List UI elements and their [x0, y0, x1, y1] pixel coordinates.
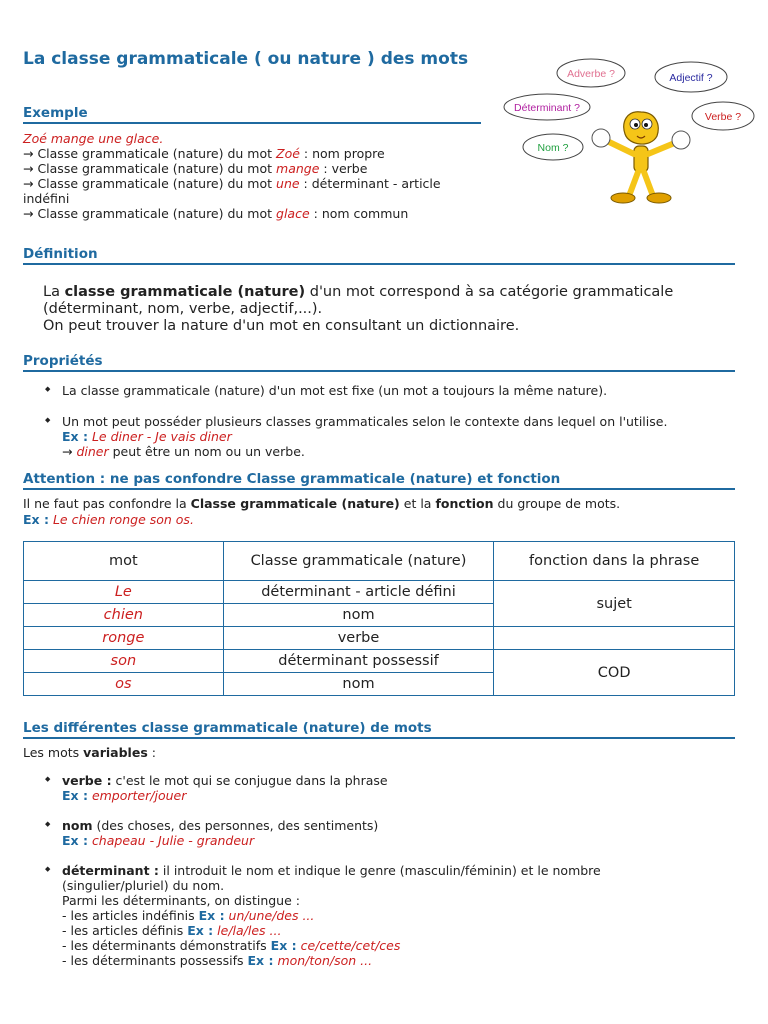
verbe-example: Ex : emporter/jouer — [62, 788, 187, 803]
determinant-line-3: Parmi les déterminants, on distingue : — [62, 893, 300, 908]
table-header: mot — [24, 542, 224, 581]
page-title: La classe grammaticale ( ou nature ) des mots — [23, 49, 469, 69]
bubble-adjectif — [655, 62, 727, 92]
determinant-subitem: - les déterminants démonstratifs Ex : ce/cette/cet/ces — [62, 938, 401, 953]
definition-line-1: La classe grammaticale (nature) d'un mot correspond à sa catégorie grammaticale — [43, 284, 674, 300]
attention-heading: Attention : ne pas confondre Classe grammaticale (nature) et fonction — [23, 471, 735, 490]
bubble-verbe-label: Verbe ? — [704, 111, 742, 123]
table-cell-fonction-empty — [494, 627, 735, 650]
determinant-line-2: (singulier/pluriel) du nom. — [62, 878, 225, 893]
nom-item: nom (des choses, des personnes, des sentiments) — [62, 818, 379, 833]
exemple-sentence: Zoé mange une glace. — [23, 131, 164, 146]
determinant-subitem: - les déterminants possessifs Ex : mon/ton/son ... — [62, 953, 373, 968]
exemple-line: → Classe grammaticale (nature) du mot mange : verbe — [23, 161, 368, 176]
determinant-subitem: - les articles définis Ex : le/la/les ... — [62, 923, 282, 938]
exemple-line-wrap: indéfini — [23, 191, 70, 206]
table-cell-mot: Le — [24, 581, 224, 604]
grammar-table — [23, 541, 735, 696]
exemple-heading: Exemple — [23, 105, 481, 124]
determinant-subitem: - les articles indéfinis Ex : un/une/des ... — [62, 908, 315, 923]
attention-text: Il ne faut pas confondre la Classe grammaticale (nature) et la fonction du groupe de mots. — [23, 496, 621, 511]
table-cell-classe: verbe — [223, 627, 494, 650]
propriete-2-example: Ex : Le diner - Je vais diner — [62, 429, 232, 444]
bubble-nom — [523, 134, 583, 160]
mascot — [592, 112, 690, 203]
table-row — [24, 581, 735, 604]
table-cell-mot: ronge — [24, 627, 224, 650]
table-cell-classe: nom — [223, 673, 494, 696]
exemple-line: → Classe grammaticale (nature) du mot une : déterminant - article — [23, 176, 441, 191]
table-header-row — [24, 542, 735, 581]
table-cell-classe: nom — [223, 604, 494, 627]
nom-example: Ex : chapeau - Julie - grandeur — [62, 833, 255, 848]
table-cell-fonction: sujet — [494, 581, 735, 627]
bubble-adjectif-label: Adjectif ? — [669, 72, 713, 84]
table-header: Classe grammaticale (nature) — [223, 542, 494, 581]
exemple-line: → Classe grammaticale (nature) du mot glace : nom commun — [23, 206, 409, 221]
table-cell-classe: déterminant possessif — [223, 650, 494, 673]
bubble-nom-label: Nom ? — [537, 142, 569, 154]
table-row — [24, 627, 735, 650]
differentes-heading: Les différentes classe grammaticale (nature) de mots — [23, 720, 735, 739]
exemple-line: → Classe grammaticale (nature) du mot Zoé : nom propre — [23, 146, 385, 161]
bubble-determinant-label: Déterminant ? — [514, 102, 580, 114]
propriete-1: La classe grammaticale (nature) d'un mot est fixe (un mot a toujours la même nature). — [62, 383, 608, 398]
table-cell-classe: déterminant - article défini — [223, 581, 494, 604]
variables-intro: Les mots variables : — [23, 745, 156, 760]
determinant-item: déterminant : il introduit le nom et indique le genre (masculin/féminin) et le nombre — [62, 863, 601, 878]
propriete-2: Un mot peut posséder plusieurs classes grammaticales selon le contexte dans lequel on l'utilise. — [62, 414, 668, 429]
verbe-item: verbe : c'est le mot qui se conjugue dans la phrase — [62, 773, 388, 788]
table-cell-mot: son — [24, 650, 224, 673]
table-cell-fonction: COD — [494, 650, 735, 696]
propriete-2-explanation: → diner peut être un nom ou un verbe. — [62, 444, 305, 459]
bubble-determinant — [504, 94, 590, 120]
proprietes-heading: Propriétés — [23, 353, 735, 372]
table-cell-mot: chien — [24, 604, 224, 627]
bubble-adverbe-label: Adverbe ? — [567, 68, 615, 80]
attention-example: Ex : Le chien ronge son os. — [23, 512, 194, 527]
table-cell-mot: os — [24, 673, 224, 696]
definition-heading: Définition — [23, 246, 735, 265]
bubble-adverbe — [557, 59, 625, 87]
table-header: fonction dans la phrase — [494, 542, 735, 581]
definition-line-2: (déterminant, nom, verbe, adjectif,...). — [43, 301, 323, 317]
bubble-verbe — [692, 102, 754, 130]
definition-line-3: On peut trouver la nature d'un mot en consultant un dictionnaire. — [43, 318, 520, 334]
grammar-mascot-illustration — [501, 50, 763, 210]
table-row — [24, 650, 735, 673]
